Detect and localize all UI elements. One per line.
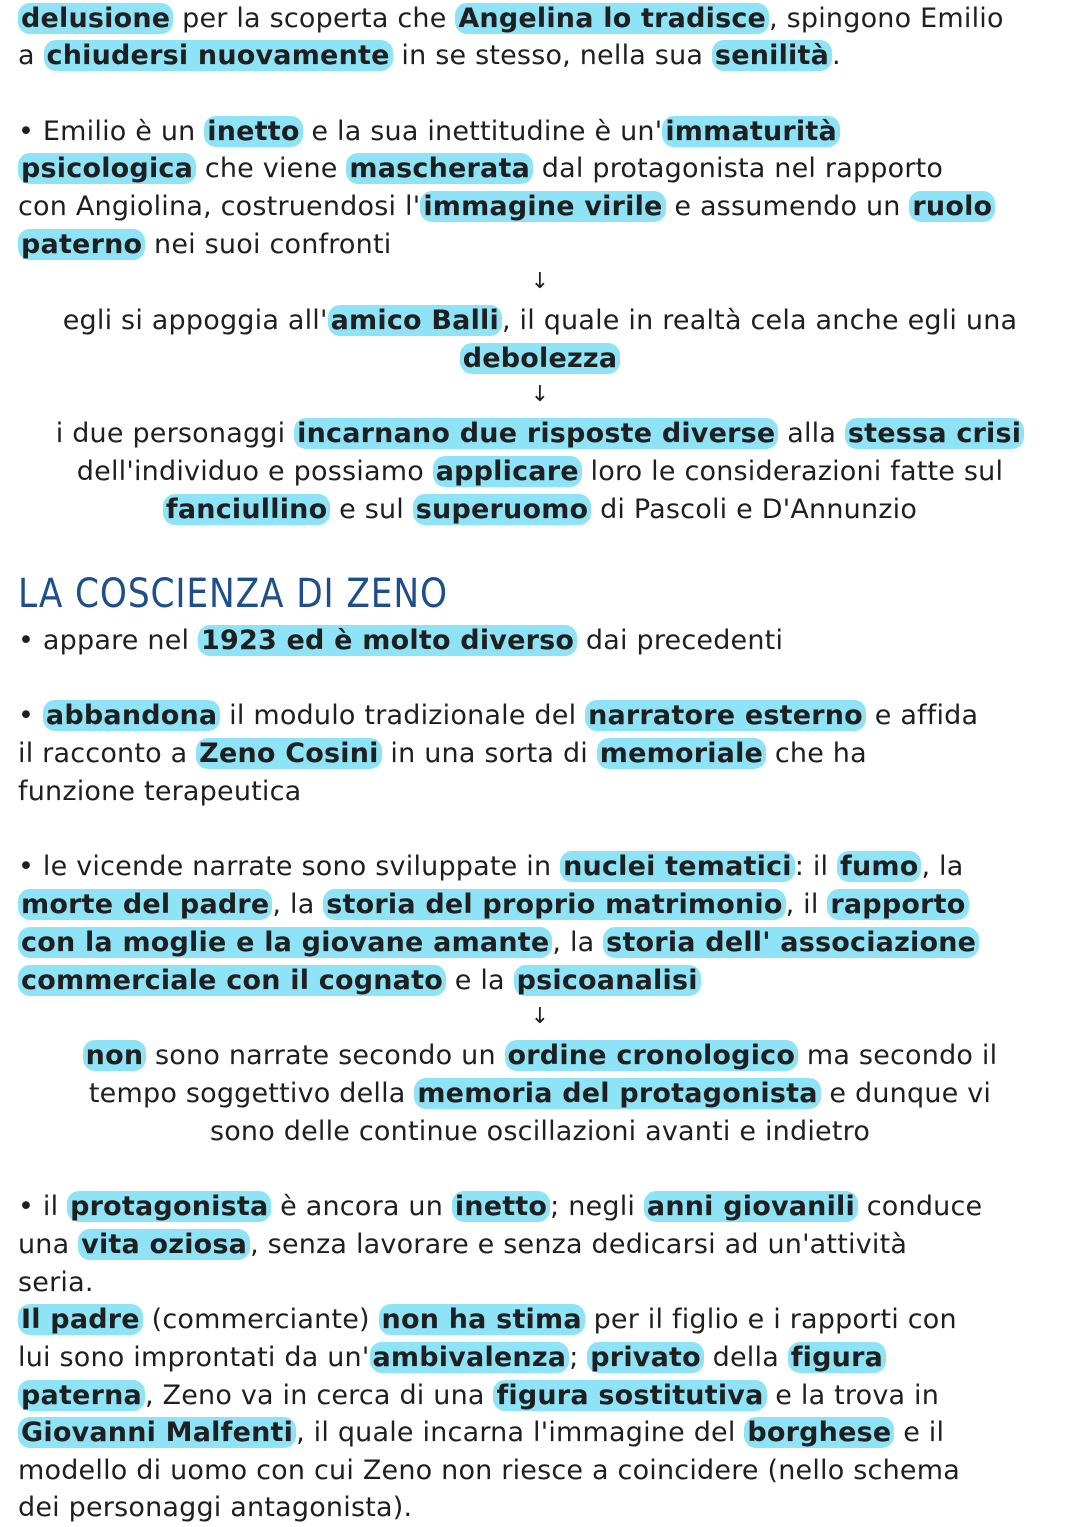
text-segment: alla: [778, 418, 845, 449]
highlighted-term: narratore esterno: [585, 700, 866, 731]
highlighted-term: Il padre: [18, 1304, 143, 1335]
text-line: [0, 1301, 1080, 1338]
down-arrow-icon: ↓: [530, 1004, 550, 1029]
text-segment: , la: [552, 927, 604, 958]
text-segment: che viene: [196, 153, 347, 184]
text-segment: , il: [785, 889, 828, 920]
text-segment: della: [703, 1342, 788, 1373]
highlighted-term: psicologica: [18, 153, 196, 184]
highlighted-term: stessa crisi: [845, 418, 1024, 449]
text-line: [0, 924, 1080, 961]
highlighted-term: fumo: [837, 851, 921, 882]
highlighted-term: storia del proprio matrimonio: [323, 889, 785, 920]
text-segment: , il quale in realtà cela anche egli una: [501, 305, 1018, 336]
highlighted-term: protagonista: [67, 1191, 271, 1222]
text-segment: e il: [894, 1417, 945, 1448]
highlighted-term: delusione: [18, 3, 173, 34]
highlighted-term: commerciale con il cognato: [18, 965, 446, 996]
highlighted-term: mascherata: [346, 153, 533, 184]
text-line: [0, 1452, 1080, 1489]
text-segment: a: [18, 40, 44, 71]
highlighted-term: borghese: [744, 1417, 894, 1448]
down-arrow-icon: ↓: [530, 382, 550, 407]
highlighted-term: con la moglie e la giovane amante: [18, 927, 552, 958]
text-segment: e assumendo un: [665, 191, 910, 222]
text-segment: nei suoi confronti: [145, 229, 392, 260]
text-segment: sono delle continue oscillazioni avanti e indietro: [209, 1116, 871, 1147]
text-line: [0, 37, 1080, 74]
text-segment: , il quale incarna l'immagine del: [296, 1417, 745, 1448]
highlighted-term: Zeno Cosini: [196, 738, 381, 769]
text-segment: dei personaggi antagonista).: [18, 1492, 413, 1523]
text-segment: per il figlio e i rapporti con: [584, 1304, 957, 1335]
text-line: [0, 453, 1080, 490]
text-segment: • appare nel: [18, 625, 198, 656]
text-line: [0, 622, 1080, 659]
highlighted-term: fanciullino: [163, 494, 330, 525]
text-segment: e affida: [865, 700, 979, 731]
text-segment: e la: [445, 965, 514, 996]
text-line: [0, 150, 1080, 187]
text-line: [0, 415, 1080, 452]
text-segment: i due personaggi: [55, 418, 295, 449]
text-segment: il modulo tradizionale del: [220, 700, 586, 731]
text-segment: e dunque vi: [820, 1078, 992, 1109]
text-segment: seria.: [18, 1267, 94, 1298]
text-segment: per la scoperta che: [173, 3, 456, 34]
text-segment: lui sono improntati da un': [18, 1342, 370, 1373]
text-segment: in se stesso, nella sua: [392, 40, 712, 71]
text-line: [0, 302, 1080, 339]
text-line: [0, 886, 1080, 923]
text-segment: (commerciante): [142, 1304, 379, 1335]
text-line: [0, 1075, 1080, 1112]
text-segment: .: [832, 40, 841, 71]
highlighted-term: ambivalenza: [370, 1342, 570, 1373]
highlighted-term: abbandona: [43, 700, 220, 731]
highlighted-term: ruolo: [909, 191, 995, 222]
text-segment: • Emilio è un: [18, 116, 205, 147]
highlighted-term: ordine cronologico: [505, 1040, 799, 1071]
text-segment: funzione terapeutica: [18, 776, 302, 807]
highlighted-term: rapporto: [827, 889, 968, 920]
text-line: [0, 1489, 1080, 1526]
text-line: [0, 188, 1080, 225]
text-segment: , Zeno va in cerca di una: [144, 1380, 494, 1411]
highlighted-term: nuclei tematici: [560, 851, 795, 882]
text-segment: che ha: [766, 738, 867, 769]
text-line: [0, 1414, 1080, 1451]
highlighted-term: amico Balli: [328, 305, 502, 336]
text-segment: • il: [18, 1191, 68, 1222]
highlighted-term: senilità: [712, 40, 832, 71]
text-segment: dell'individuo e possiamo: [76, 456, 433, 487]
text-line: [0, 1037, 1080, 1074]
text-segment: e sul: [330, 494, 413, 525]
highlighted-term: immaturità: [662, 116, 840, 147]
text-line: [0, 1264, 1080, 1301]
highlighted-term: storia dell' associazione: [603, 927, 979, 958]
highlighted-term: non ha stima: [379, 1304, 585, 1335]
highlighted-term: psicoanalisi: [514, 965, 701, 996]
text-segment: modello di uomo con cui Zeno non riesce a coincidere (nello schema: [18, 1455, 960, 1486]
text-line: [0, 1339, 1080, 1376]
highlighted-term: inetto: [452, 1191, 550, 1222]
text-segment: , la: [272, 889, 324, 920]
text-line: [0, 773, 1080, 810]
highlighted-term: morte del padre: [18, 889, 272, 920]
highlighted-term: paterno: [18, 229, 145, 260]
text-segment: una: [18, 1229, 79, 1260]
text-segment: è ancora un: [271, 1191, 452, 1222]
text-segment: •: [18, 700, 43, 731]
text-segment: di Pascoli e D'Annunzio: [591, 494, 918, 525]
highlighted-term: paterna: [18, 1380, 145, 1411]
text-segment: dai precedenti: [577, 625, 784, 656]
highlighted-term: chiudersi nuovamente: [44, 40, 393, 71]
text-segment: ;: [569, 1342, 588, 1373]
highlighted-term: non: [83, 1040, 147, 1071]
text-segment: conduce: [857, 1191, 983, 1222]
text-segment: • le vicende narrate sono sviluppate in: [18, 851, 561, 882]
down-arrow-icon: ↓: [530, 269, 550, 294]
highlighted-term: inetto: [204, 116, 302, 147]
text-segment: , la: [921, 851, 964, 882]
highlighted-term: figura sostitutiva: [493, 1380, 766, 1411]
highlighted-term: memoriale: [597, 738, 766, 769]
highlighted-term: applicare: [433, 456, 582, 487]
highlighted-term: memoria del protagonista: [414, 1078, 820, 1109]
text-segment: e la sua inettitudine è un': [302, 116, 663, 147]
highlighted-term: debolezza: [460, 343, 621, 374]
text-line: [0, 1377, 1080, 1414]
text-line: [0, 848, 1080, 885]
highlighted-term: privato: [587, 1342, 704, 1373]
text-line: [0, 1188, 1080, 1225]
text-segment: con Angiolina, costruendosi l': [18, 191, 421, 222]
highlighted-term: Angelina lo tradisce: [455, 3, 769, 34]
text-segment: in una sorta di: [381, 738, 597, 769]
text-line: [0, 962, 1080, 999]
highlighted-term: incarnano due risposte diverse: [294, 418, 778, 449]
text-line: [0, 697, 1080, 734]
text-segment: ma secondo il: [798, 1040, 998, 1071]
highlighted-term: vita oziosa: [78, 1229, 250, 1260]
text-segment: loro le considerazioni fatte sul: [581, 456, 1004, 487]
text-line: [0, 491, 1080, 528]
text-line: [0, 1113, 1080, 1150]
highlighted-term: figura: [788, 1342, 886, 1373]
highlighted-term: immagine virile: [420, 191, 665, 222]
highlighted-term: superuomo: [413, 494, 592, 525]
text-segment: ; negli: [550, 1191, 644, 1222]
text-segment: egli si appoggia all': [62, 305, 328, 336]
text-segment: e la trova in: [766, 1380, 940, 1411]
text-segment: : il: [794, 851, 837, 882]
text-line: [0, 0, 1080, 37]
text-segment: , spingono Emilio: [769, 3, 1004, 34]
text-line: [0, 1226, 1080, 1263]
text-segment: dal protagonista nel rapporto: [533, 153, 944, 184]
highlighted-term: anni giovanili: [644, 1191, 858, 1222]
text-segment: il racconto a: [18, 738, 197, 769]
text-line: [0, 340, 1080, 377]
text-line: [0, 735, 1080, 772]
text-segment: tempo soggettivo della: [88, 1078, 415, 1109]
text-line: [0, 113, 1080, 150]
text-segment: sono narrate secondo un: [146, 1040, 505, 1071]
text-segment: , senza lavorare e senza dedicarsi ad un'attività: [250, 1229, 908, 1260]
highlighted-term: 1923 ed è molto diverso: [198, 625, 577, 656]
highlighted-term: Giovanni Malfenti: [18, 1417, 296, 1448]
section-heading: LA COSCIENZA DI ZENO: [18, 571, 448, 617]
text-line: [0, 226, 1080, 263]
